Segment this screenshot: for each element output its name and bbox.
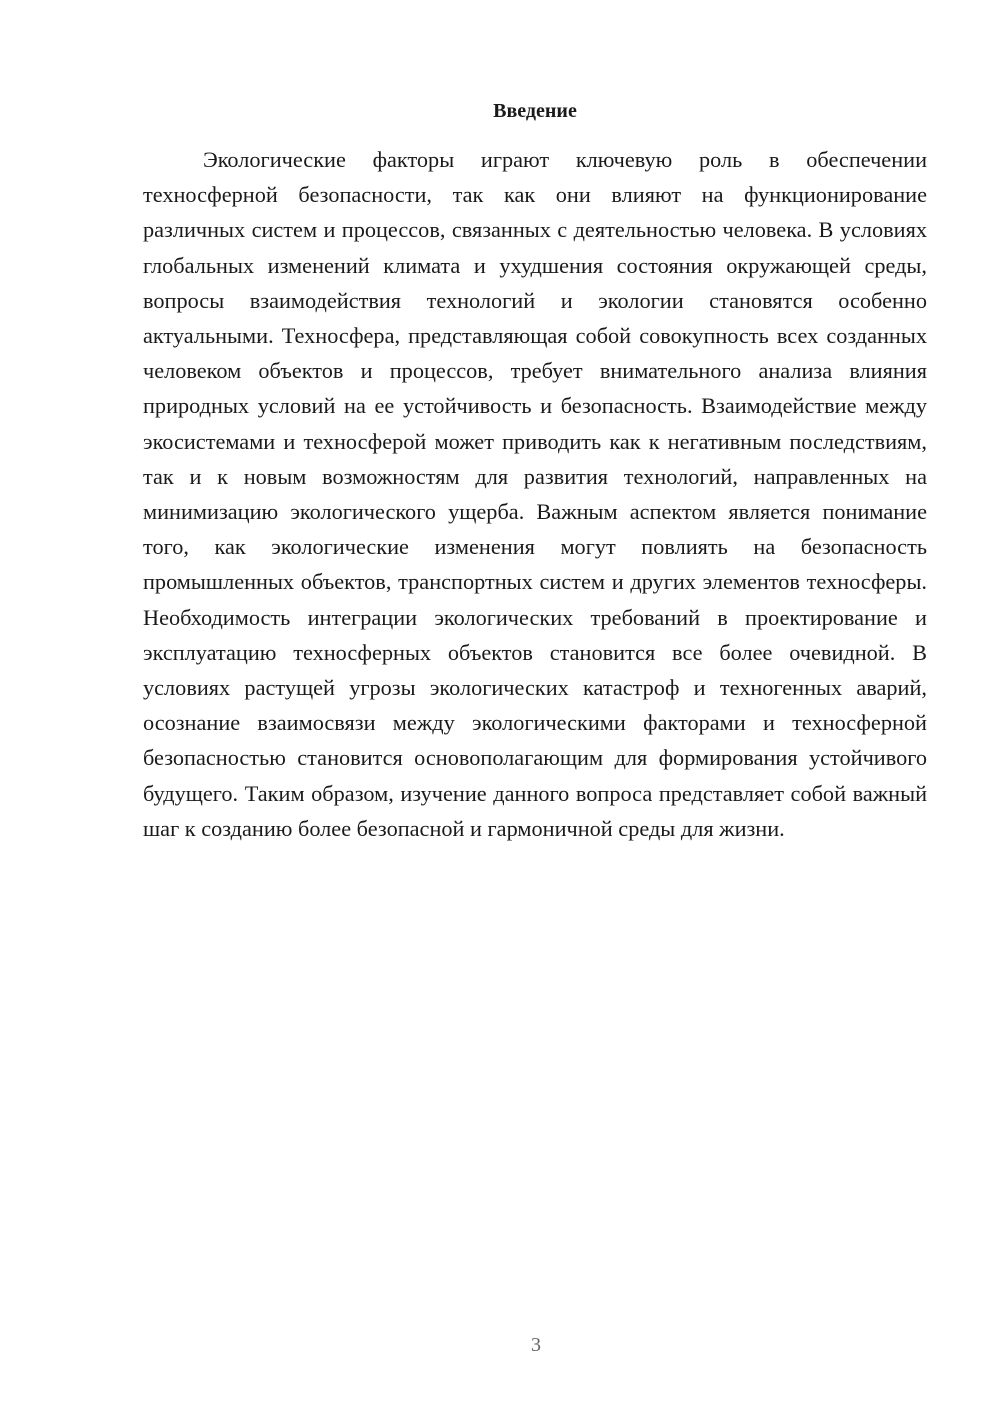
section-heading: Введение [493,100,577,122]
body-paragraph: Экологические факторы играют ключевую роль в обеспечении техносферной безопасности, так как они влияют на функционирование различных систем и процессов, связанных с деятельностью человека. В условиях глобальных изменений климата и ухудшения состояния окружающей среды, вопросы взаимодействия технологий и экологии становятся особенно актуальными. Техносфера, представляющая собой совокупность всех созданных человеком объектов и процессов, требует внимательного анализа влияния природных условий на ее устойчивость и безопасность. Взаимодействие между экосистемами и техносферой может приводить как к негативным последствиям, так и к новым возможностям для развития технологий, направленных на минимизацию экологического ущерба. Важным аспектом является понимание того, как экологические изменения могут повлиять на безопасность промышленных объектов, транспортных систем и других элементов техносферы. Необходимость интеграции экологических требований в проектирование и эксплуатацию техносферных объектов становится все более очевидной. В условиях растущей угрозы экологических катастроф и техногенных аварий, осознание взаимосвязи между экологическими факторами и техносферной безопасностью становится основополагающим для формирования устойчивого будущего. Таким образом, изучение данного вопроса представляет собой важный шаг к созданию более безопасной и гармоничной среды для жизни. [143,147,927,841]
page-number: 3 [531,1334,541,1356]
